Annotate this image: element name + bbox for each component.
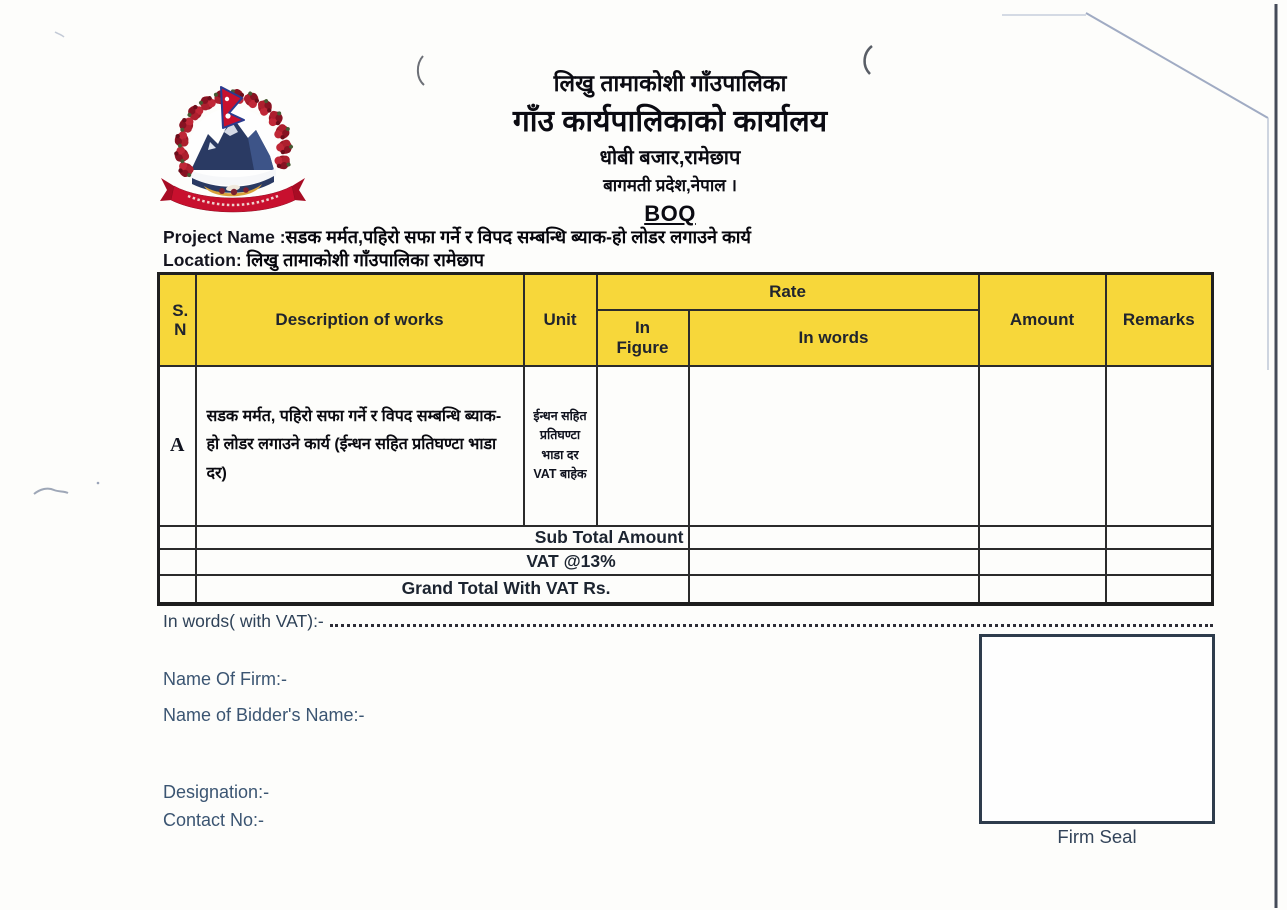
- cell-remarks: [1106, 366, 1213, 526]
- location-label: Location:: [163, 250, 242, 270]
- cell-rate-in-figure: [597, 366, 689, 526]
- office-name: गाँउ कार्यपालिकाको कार्यालय: [512, 105, 828, 138]
- table-row-vat: [159, 549, 1213, 575]
- in-words-label: In words( with VAT):-: [163, 611, 324, 631]
- grand-total-sn-cell: [159, 575, 196, 604]
- cell-amount: [979, 366, 1106, 526]
- header-unit: Unit: [524, 274, 597, 366]
- cell-unit: [524, 366, 597, 526]
- firm-seal-label: Firm Seal: [1057, 826, 1137, 847]
- org-name: लिखु तामाकोशी गाँउपालिका: [553, 70, 787, 96]
- header-sn: [159, 274, 196, 366]
- smudge-dot: [97, 482, 100, 485]
- smudge-mark: [34, 489, 68, 494]
- unit-line2: प्रतिघण्टा: [539, 428, 581, 443]
- location-line: [163, 249, 1103, 272]
- table-row-grand-total: [159, 575, 1213, 604]
- vat-amount-cell: [979, 549, 1106, 575]
- cell-sn: A: [159, 366, 196, 526]
- boq-table: [157, 272, 1214, 606]
- scan-corner-diagonal: [1086, 13, 1268, 118]
- project-name-value: सडक मर्मत,पहिरो सफा गर्ने र विपद सम्बन्धि ब्याक-हो लोडर लगाउने कार्य: [285, 227, 751, 247]
- vat-label: VAT @13%: [196, 549, 689, 575]
- vat-sn-cell: [159, 549, 196, 575]
- vat-in-words-cell: [689, 549, 979, 575]
- header-sn-line1: S.: [172, 300, 189, 320]
- header-amount: Amount: [979, 274, 1106, 366]
- org-address: धोबी बजार,रामेछाप: [599, 147, 741, 169]
- header-rate: Rate: [597, 274, 979, 310]
- table-row-item-a: [159, 366, 1213, 526]
- grand-total-in-words-cell: [689, 575, 979, 604]
- cell-description: सडक मर्मत, पहिरो सफा गर्ने र विपद सम्बन्धि ब्याक-हो लोडर लगाउने कार्य (ईन्धन सहित प्रतिघण्टा भाडा दर): [196, 366, 524, 526]
- header-remarks: Remarks: [1106, 274, 1213, 366]
- header-rate-in-words: In words: [689, 310, 979, 366]
- project-name-label: Project Name :: [163, 227, 286, 247]
- faint-corner-mark: [55, 32, 64, 37]
- dotted-fill-line: [330, 624, 1213, 627]
- grand-total-label: Grand Total With VAT Rs.: [196, 575, 689, 604]
- subtotal-amount-cell: [979, 526, 1106, 549]
- contact-no-label: Contact No:-: [163, 810, 265, 830]
- unit-line4: VAT बाहेक: [533, 466, 587, 481]
- header-rate-in-figure: [597, 310, 689, 366]
- org-province: बागमती प्रदेश,नेपाल ।: [603, 176, 737, 195]
- table-header-row-1: [159, 274, 1213, 310]
- project-name-line: [163, 226, 1103, 249]
- header-in-figure-line1: In: [634, 317, 651, 337]
- unit-line1: ईन्धन सहित: [533, 408, 587, 423]
- in-words-line: [163, 611, 1213, 632]
- subtotal-label: Sub Total Amount: [196, 526, 689, 549]
- header-description: Description of works: [196, 274, 524, 366]
- designation-label: Designation:-: [163, 782, 270, 802]
- firm-name-label: Name Of Firm:-: [163, 669, 287, 689]
- cell-rate-in-words: [689, 366, 979, 526]
- location-value: लिखु तामाकोशी गाँउपालिका रामेछाप: [246, 250, 485, 270]
- subtotal-in-words-cell: [689, 526, 979, 549]
- firm-seal-box: [979, 634, 1215, 824]
- subtotal-remarks-cell: [1106, 526, 1213, 549]
- unit-line3: भाडा दर: [541, 447, 579, 462]
- letterhead: [330, 66, 1010, 227]
- bidder-name-label: Name of Bidder's Name:-: [163, 705, 365, 725]
- subtotal-sn-cell: [159, 526, 196, 549]
- header-sn-line2: N: [174, 319, 187, 339]
- vat-remarks-cell: [1106, 549, 1213, 575]
- header-in-figure-line2: Figure: [616, 337, 669, 357]
- grand-total-remarks-cell: [1106, 575, 1213, 604]
- document-title: BOQ: [644, 201, 696, 226]
- municipality-emblem-logo: [156, 84, 310, 216]
- table-row-subtotal: [159, 526, 1213, 549]
- grand-total-amount-cell: [979, 575, 1106, 604]
- project-meta: [163, 226, 1103, 272]
